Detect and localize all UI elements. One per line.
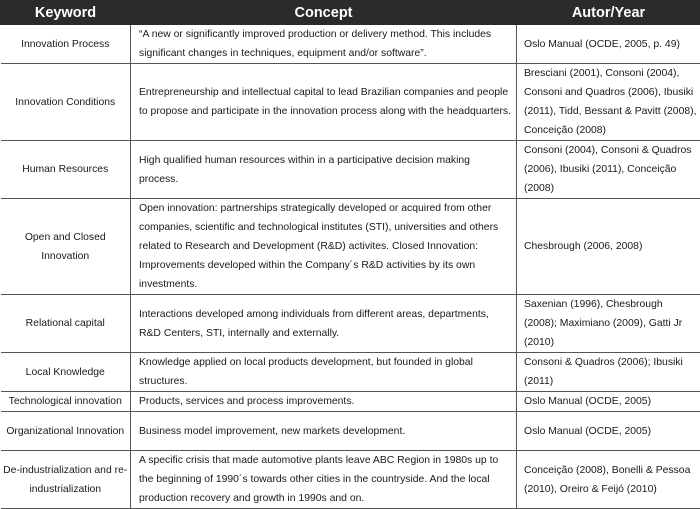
keyword-cell: Innovation Process xyxy=(1,25,131,64)
concept-cell: High qualified human resources within in a participative decision making process. xyxy=(131,141,517,199)
concept-cell: Interactions developed among individuals from different areas, departments, R&D Centers, STI, internally and externally. xyxy=(131,295,517,353)
table-header xyxy=(1,1,700,25)
concept-cell: Business model improvement, new markets development. xyxy=(131,412,517,451)
keyword-cell: Organizational Innovation xyxy=(1,412,131,451)
concept-cell: Knowledge applied on local products development, but founded in global structures. xyxy=(131,353,517,392)
header-keyword: Keyword xyxy=(1,1,131,25)
keyword-cell: Technological innovation xyxy=(1,392,131,412)
table-row xyxy=(1,412,700,451)
keyword-cell: Innovation Conditions xyxy=(1,64,131,141)
table-body xyxy=(1,25,700,509)
author-cell: Chesbrough (2006, 2008) xyxy=(517,199,700,295)
concept-cell: Products, services and process improvements. xyxy=(131,392,517,412)
concept-cell: A specific crisis that made automotive plants leave ABC Region in 1980s up to the beginning of 1990´s towards other cities in the countryside. And the local production recovery and growth in 1990s and on. xyxy=(131,451,517,509)
table-row xyxy=(1,392,700,412)
table-row xyxy=(1,451,700,509)
keyword-cell: Human Resources xyxy=(1,141,131,199)
author-cell: Bresciani (2001), Consoni (2004), Consoni and Quadros (2006), Ibusiki (2011), Tidd, Bessant & Pavitt (2008), Conceição (2008) xyxy=(517,64,700,141)
table-row xyxy=(1,295,700,353)
table-row xyxy=(1,25,700,64)
header-row xyxy=(1,1,700,25)
table-row xyxy=(1,141,700,199)
author-cell: Consoni (2004), Consoni & Quadros (2006), Ibusiki (2011), Conceição (2008) xyxy=(517,141,700,199)
table-row xyxy=(1,199,700,295)
author-cell: Oslo Manual (OCDE, 2005) xyxy=(517,392,700,412)
keyword-cell: Open and Closed Innovation xyxy=(1,199,131,295)
keyword-cell: Local Knowledge xyxy=(1,353,131,392)
table-row xyxy=(1,353,700,392)
keyword-cell: De-industrialization and re-industrialization xyxy=(1,451,131,509)
author-cell: Oslo Manual (OCDE, 2005) xyxy=(517,412,700,451)
table-row xyxy=(1,64,700,141)
concept-cell: “A new or significantly improved production or delivery method. This includes significant changes in techniques, equipment and/or software”. xyxy=(131,25,517,64)
author-cell: Conceição (2008), Bonelli & Pessoa (2010), Oreiro & Feijó (2010) xyxy=(517,451,700,509)
concept-cell: Entrepreneurship and intellectual capital to lead Brazilian companies and people to propose and participate in the innovation process along with the headquarters. xyxy=(131,64,517,141)
author-cell: Consoni & Quadros (2006); Ibusiki (2011) xyxy=(517,353,700,392)
author-cell: Saxenian (1996), Chesbrough (2008); Maximiano (2009), Gatti Jr (2010) xyxy=(517,295,700,353)
concept-cell: Open innovation: partnerships strategically developed or acquired from other companies, scientific and technological institutes (STI), universities and others related to Research and Development (R&D) activites. Closed Innovation: Improvements developed within the Company´s R&D activities by its own investments. xyxy=(131,199,517,295)
header-author-year: Autor/Year xyxy=(517,1,700,25)
header-concept: Concept xyxy=(131,1,517,25)
author-cell: Oslo Manual (OCDE, 2005, p. 49) xyxy=(517,25,700,64)
keyword-cell: Relational capital xyxy=(1,295,131,353)
